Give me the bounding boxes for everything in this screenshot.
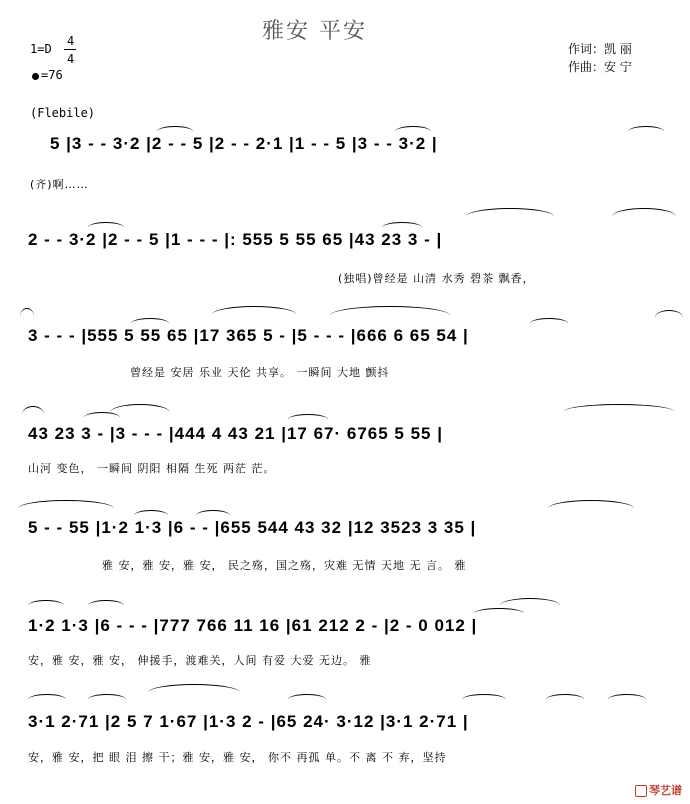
slur-mark: [548, 500, 634, 517]
notation-row-4: 43 23 3 - |3 - - - |444 4 43 21 |17 67· 6765 5 55 |: [28, 424, 443, 443]
slur-mark: [110, 404, 170, 421]
logo-mark-icon: [635, 785, 647, 797]
notation-row-2: 2 - - 3·2 |2 - - 5 |1 - - - |: 555 5 55 65 |43 23 3 - |: [28, 230, 443, 249]
time-signature-bottom: 4: [67, 52, 75, 66]
slur-mark: [288, 694, 326, 705]
slur-mark: [134, 510, 168, 521]
lyrics-row-4: 山河 变色， 一瞬间 阴阳 相隔 生死 两茫 茫。: [28, 462, 276, 475]
slur-mark: [157, 126, 193, 137]
time-signature-line: [64, 49, 76, 50]
slur-mark: [462, 694, 506, 705]
slur-mark: [196, 510, 230, 521]
watermark-text: 琴艺谱: [649, 784, 682, 797]
composer-credit: 作曲：安 宁: [568, 60, 632, 74]
slur-mark: [88, 600, 124, 611]
slur-mark: [564, 404, 674, 419]
slur-mark: [330, 306, 450, 325]
lyrics-row-5: 雅 安，雅 安，雅 安， 民之殇，国之殇，灾难 无情 天地 无 言。 雅: [102, 559, 467, 572]
notation-row-3: 3 - - - |555 5 55 65 |17 365 5 - |5 - - - |666 6 65 54 |: [28, 326, 469, 345]
lyrics-row-7: 安，雅 安，把 眼 泪 擦 干；雅 安，雅 安， 你不 再孤 单。不 离 不 弃，坚持: [28, 751, 447, 764]
key-signature: 1=D: [30, 42, 52, 56]
slur-mark: [88, 694, 126, 705]
slur-mark: [148, 684, 240, 701]
watermark-logo: [635, 782, 682, 798]
slur-mark: [395, 126, 431, 137]
notation-row-5: 5 - - 55 |1·2 1·3 |6 - - |655 544 43 32 |12 3523 3 35 |: [28, 518, 477, 537]
slur-mark: [88, 222, 124, 233]
slur-mark: [655, 310, 683, 325]
lyrics-row-1: (齐)啊……: [30, 178, 89, 191]
slur-mark: [22, 406, 44, 423]
song-title: 雅安 平安: [262, 19, 367, 44]
tempo-marking: (Flebile): [30, 106, 96, 120]
slur-mark: [530, 318, 568, 329]
time-signature-top: 4: [67, 34, 75, 48]
slur-mark: [212, 306, 296, 323]
slur-mark: [18, 500, 114, 517]
notation-row-7: 3·1 2·71 |2 5 7 1·67 |1·3 2 - |65 24· 3·12 |3·1 2·71 |: [28, 712, 469, 731]
slur-mark: [466, 208, 554, 225]
slur-mark: [288, 414, 328, 425]
slur-mark: [28, 694, 66, 705]
quarter-note-icon: [32, 73, 39, 80]
lyrics-row-3: 曾经是 安居 乐业 天伦 共享。 一瞬间 大地 颤抖: [130, 366, 390, 379]
lyrics-row-6: 安，雅 安，雅 安， 伸援手，渡难关，人间 有爱 大爱 无边。 雅: [28, 654, 372, 667]
notation-row-1: 5 |3 - - 3·2 |2 - - 5 |2 - - 2·1 |1 - - 5 |3 - - 3·2 |: [50, 134, 438, 153]
tempo-value: =76: [41, 68, 63, 82]
slur-mark: [612, 208, 676, 225]
slur-mark: [608, 694, 646, 705]
slur-mark: [382, 222, 422, 233]
notation-row-6: 1·2 1·3 |6 - - - |777 766 11 16 |61 212 2 - |2 - 0 012 |: [28, 616, 478, 635]
slur-mark: [546, 694, 584, 705]
lyrics-row-2: (独唱)曾经是 山清 水秀 碧茶 飘香，: [338, 272, 535, 285]
lyricist-credit: 作词：凯 丽: [568, 42, 632, 56]
slur-mark: [131, 318, 169, 329]
slur-mark: [20, 308, 34, 325]
slur-mark: [500, 598, 560, 613]
slur-mark: [28, 600, 64, 611]
slur-mark: [628, 126, 664, 137]
